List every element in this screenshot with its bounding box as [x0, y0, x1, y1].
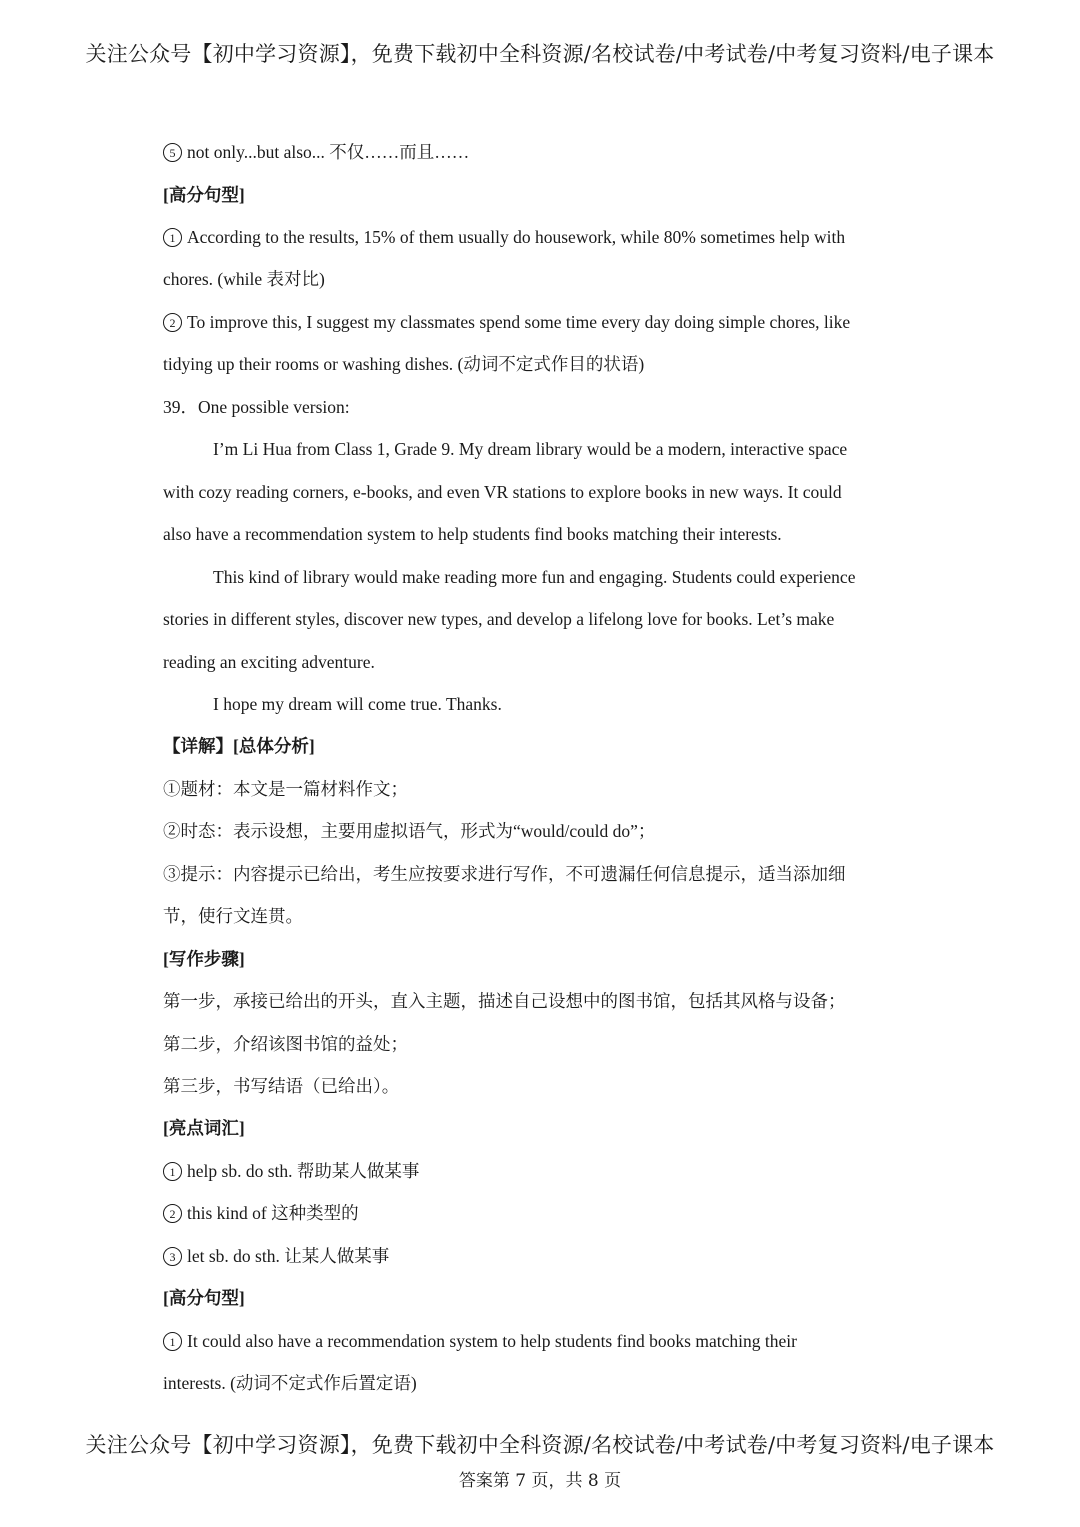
- line-text: It could also have a recommendation system to help students find books matching their: [187, 1331, 797, 1351]
- analysis-item-1: ①题材：本文是一篇材料作文；: [163, 779, 408, 799]
- question-39-heading: 39．One possible version:: [163, 397, 350, 417]
- line-text: this kind of 这种类型的: [187, 1203, 359, 1223]
- essay-paragraph-1-line-2: with cozy reading corners, e-books, and even VR stations to explore books in new ways. It could: [163, 482, 842, 502]
- circled-number-1: 1: [163, 1162, 182, 1181]
- section-heading-analysis: 【详解】[总体分析]: [163, 736, 315, 756]
- essay-paragraph-2-line-2: stories in different styles, discover new types, and develop a lifelong love for books. Let’s make: [163, 609, 835, 629]
- line-text: According to the results, 15% of them usually do housework, while 80% sometimes help with: [187, 227, 846, 247]
- section-heading-writing-steps: [写作步骤]: [163, 949, 245, 969]
- essay-paragraph-2-line-3: reading an exciting adventure.: [163, 652, 375, 672]
- header-banner: 关注公众号【初中学习资源】，免费下载初中全科资源/名校试卷/中考试卷/中考复习资料/电子课本: [85, 42, 995, 66]
- vocab-item-3: [163, 1245, 389, 1267]
- vocab-item-5: [163, 141, 469, 163]
- line-text: not only...but also... 不仅……而且……: [187, 142, 470, 162]
- sentence-item-1-continued: chores. (while 表对比): [163, 269, 325, 289]
- circled-number-2: 2: [163, 313, 182, 332]
- section-heading-sentence-patterns-2: [高分句型]: [163, 1288, 245, 1308]
- line-text: To improve this, I suggest my classmates spend some time every day doing simple chores, like: [187, 312, 851, 332]
- essay-paragraph-3: I hope my dream will come true. Thanks.: [213, 694, 502, 714]
- circled-number-3: 3: [163, 1247, 182, 1266]
- section-heading-sentence-patterns: [高分句型]: [163, 185, 245, 205]
- section-heading-vocabulary: [亮点词汇]: [163, 1118, 245, 1138]
- line-text: help sb. do sth. 帮助某人做某事: [187, 1161, 420, 1181]
- essay-paragraph-1-line-3: also have a recommendation system to help students find books matching their interests.: [163, 524, 782, 544]
- vocab-item-1: [163, 1160, 419, 1182]
- sentence-item-1b-continued: interests. (动词不定式作后置定语): [163, 1373, 417, 1393]
- writing-step-2: 第二步，介绍该图书馆的益处；: [163, 1034, 408, 1054]
- writing-step-3: 第三步，书写结语（已给出）。: [163, 1076, 400, 1096]
- sentence-item-2: [163, 311, 850, 333]
- circled-number-5: 5: [163, 143, 182, 162]
- analysis-item-2: ②时态：表示设想，主要用虚拟语气，形式为“would/could do”；: [163, 821, 656, 841]
- sentence-item-1b: [163, 1330, 797, 1352]
- essay-paragraph-2-line-1: This kind of library would make reading more fun and engaging. Students could experience: [213, 567, 856, 587]
- writing-step-1: 第一步，承接已给出的开头，直入主题，描述自己设想中的图书馆，包括其风格与设备；: [163, 991, 846, 1011]
- line-text: let sb. do sth. 让某人做某事: [187, 1246, 390, 1266]
- analysis-item-3-continued: 节，使行文连贯。: [163, 906, 303, 926]
- vocab-item-2: [163, 1202, 359, 1224]
- sentence-item-1: [163, 226, 845, 248]
- circled-number-2: 2: [163, 1204, 182, 1223]
- circled-number-1: 1: [163, 228, 182, 247]
- footer-banner: 关注公众号【初中学习资源】，免费下载初中全科资源/名校试卷/中考试卷/中考复习资料/电子课本: [85, 1433, 995, 1457]
- circled-number-1: 1: [163, 1332, 182, 1351]
- essay-paragraph-1-line-1: I’m Li Hua from Class 1, Grade 9. My dream library would be a modern, interactive space: [213, 439, 848, 459]
- page-number: 答案第 7 页，共 8 页: [458, 1471, 622, 1491]
- analysis-item-3: ③提示：内容提示已给出，考生应按要求进行写作，不可遗漏任何信息提示，适当添加细: [163, 864, 846, 884]
- sentence-item-2-continued: tidying up their rooms or washing dishes. (动词不定式作目的状语): [163, 354, 645, 374]
